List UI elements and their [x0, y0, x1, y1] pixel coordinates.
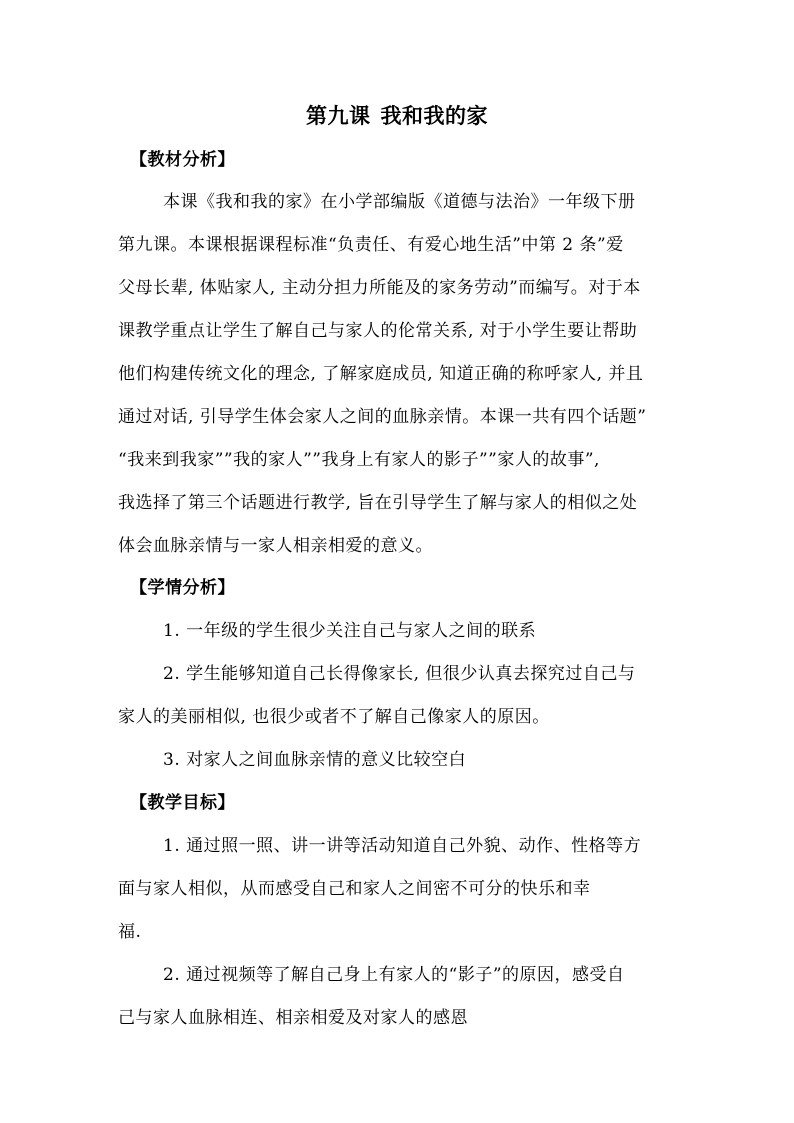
- paragraph-line: 课教学重点让学生了解自己与家人的伦常关系, 对于小学生要让帮助: [118, 321, 638, 341]
- paragraph-line: 通过对话, 引导学生体会家人之间的血脉亲情。本课一共有四个话题”: [118, 407, 647, 427]
- section-heading-goals: 【教学目标】: [130, 793, 235, 813]
- list-item: 2. 通过视频等了解自己身上有家人的“影子”的原因，感受自: [163, 965, 625, 985]
- paragraph-line: 己与家人血脉相连、相亲相爱及对家人的感恩: [118, 1008, 468, 1028]
- paragraph-line: 我选择了第三个话题进行教学, 旨在引导学生了解与家人的相似之处: [118, 493, 638, 513]
- paragraph-line: “我来到我家””我的家人””我身上有家人的影子””家人的故事”,: [118, 450, 600, 470]
- paragraph-line: 父母长辈, 体贴家人, 主动分担力所能及的家务劳动”而编写。对于本: [118, 278, 641, 298]
- paragraph-line: 家人的美丽相似, 也很少或者不了解自己像家人的原因。: [118, 707, 550, 727]
- lesson-name: 我和我的家: [380, 103, 488, 128]
- paragraph-line: 本课《我和我的家》在小学部编版《道德与法治》一年级下册: [163, 192, 636, 212]
- section-heading-students: 【学情分析】: [130, 578, 235, 598]
- paragraph-line: 福.: [118, 922, 142, 942]
- lesson-number: 第九课: [306, 103, 371, 128]
- paragraph-line: 第九课。本课根据课程标准“负责任、有爱心地生活”中第 2 条”爱: [118, 235, 624, 255]
- list-item: 3. 对家人之间血脉亲情的意义比较空白: [163, 750, 467, 770]
- section-heading-analysis: 【教材分析】: [130, 150, 235, 170]
- list-item: 1. 一年级的学生很少关注自己与家人之间的联系: [163, 621, 537, 641]
- paragraph-line: 他们构建传统文化的理念, 了解家庭成员, 知道正确的称呼家人, 并且: [118, 364, 644, 384]
- list-item: 1. 通过照一照、讲一讲等活动知道自己外貌、动作、性格等方: [163, 836, 642, 856]
- page-title: [0, 100, 794, 130]
- paragraph-line: 面与家人相似，从而感受自己和家人之间密不可分的快乐和幸: [118, 879, 591, 899]
- paragraph-line: 体会血脉亲情与一家人相亲相爱的意义。: [118, 536, 433, 556]
- list-item: 2. 学生能够知道自己长得像家长, 但很少认真去探究过自己与: [163, 664, 636, 684]
